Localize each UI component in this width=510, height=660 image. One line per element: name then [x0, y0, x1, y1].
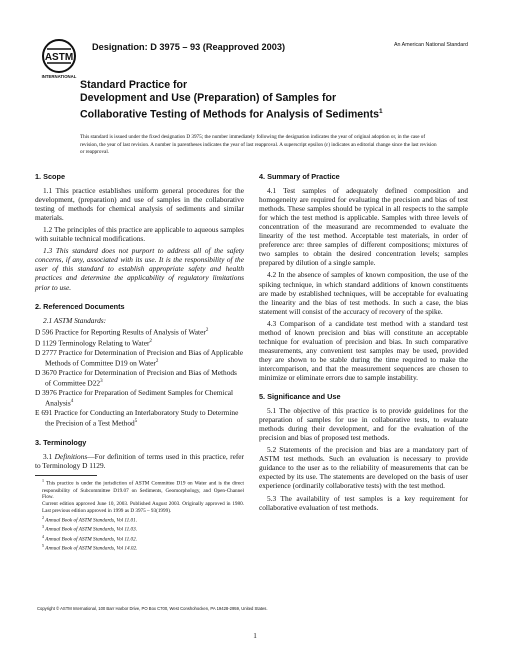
svg-text:INTERNATIONAL: INTERNATIONAL [41, 74, 77, 79]
astm-standards-subheading: 2.1 ASTM Standards: [43, 315, 107, 325]
reference-footnote-mark: 2 [155, 358, 159, 364]
footnote-1: $^1$ This practice is under the jurisdiction of ASTM Committee D19 on Water and is the direct responsibility of Subcommittee D19.07 on Sediments, Geomorphology, and Open-Channel Flow. [42, 478, 244, 501]
reference-list [35, 326, 244, 428]
reference-item: D 1129 Terminology Relating to Water$^2$ [35, 338, 152, 348]
footnote-3: $^3$ Annual Book of ASTM Standards, Vol 11.03. [42, 524, 137, 533]
american-national-standard-label: An American National Standard [394, 42, 468, 48]
footnotes [35, 478, 244, 553]
paragraph-5-2: 5.2 Statements of the precision and bias are a mandatory part of ASTM test methods. Such an evaluation is necessary to provide guidance to the user as to the reliability of measurements that can be expected by its use. The statements are developed on the basis of user experience (ordinarily collaborative tests) with the test method. [259, 445, 468, 491]
footnote-divider [35, 475, 97, 476]
paragraph-3-1: 3.1 Definitions—For definition of terms used in this practice, refer to Terminology D 1129. [35, 451, 244, 470]
reference-footnote-mark: 2 [149, 338, 152, 344]
reference-item: D 3670 Practice for Determination of Precision and Bias of Methods of Committee $D22^3$ [35, 367, 237, 388]
section-heading-scope: 1. Scope [35, 172, 66, 181]
section-heading-terminology: 3. Terminology [35, 437, 87, 447]
footnote-4: $^4$ Annual Book of ASTM Standards, Vol 11.02. [42, 533, 137, 543]
paragraph-5-3: 5.3 The availability of test samples is a key requirement for collaborative evaluation of test methods. [259, 493, 468, 512]
paragraph-1-3: 1.3 This standard does not purport to address all of the safety concerns, if any, associated with its use. It is the responsibility of the user of this standard to establish appropriate safety and health practices and determine the applicability of regulatory limitations prior to use. [35, 246, 244, 292]
paragraph-4-1: 4.1 Test samples of adequately defined composition and homogeneity are required for evaluating the precision and bias of test methods. These samples should be typical in all respects to the sample for which the test method is applicable. Samples with three levels of concentration of the measurand are recommended to evaluate the linearity of the test method. Acceptable test materials, in order of preference are: three samples of different compositions; mixtures of two samples to obtain the desired concentration levels; samples prepared by dilution of a single sample. [259, 186, 468, 268]
paragraph-4-3: 4.3 Comparison of a candidate test method with a standard test method of known precision and bias will constitute an acceptable technique for evaluation of precision and bias. In such comparative measurements, any convenient test samples may be used, provided they are shown to be stable during the time required to make the intercomparison, and that the measurement sequences are chosen to minimize or eliminate errors due to sample instability. [259, 318, 468, 382]
copyright-notice: Copyright © ASTM International, 100 Barr Harbor Drive, PO Box C700, West Conshohocken, PA 19428-2959, United States. [37, 606, 268, 611]
left-column [35, 172, 244, 473]
reference-footnote-mark: 2 [205, 327, 209, 333]
paragraph-4-2: 4.2 In the absence of samples of known composition, the use of the spiking technique, in which standard additions of known constituents are made by established techniques, will be acceptable for evaluating the linearity and the bias of test methods. In such a case, the bias statement will consist of the accuracy of recovery of the spike. [259, 270, 468, 316]
astm-logo-icon [37, 37, 81, 81]
title-line-3: Collaborative Testing of Methods for Analysis of Sediments$^1$ [80, 108, 383, 121]
paragraph-5-1: 5.1 The objective of this practice is to provide guidelines for the preparation of samples for use in collaborative tests, to evaluate methods during their development, and for the evaluation of the precision and bias of proposed test methods. [259, 406, 468, 443]
svg-text:ASTM: ASTM [44, 52, 74, 63]
section-heading-referenced-documents: 2. Referenced Documents [35, 301, 125, 311]
title-footnote-mark: 1 [379, 108, 383, 115]
reference-item: E 691 Practice for Conducting an Interlaboratory Study to Determine the Precision of a Test Method$^5$ [35, 408, 239, 428]
footnote-2: $^2$ Annual Book of ASTM Standards, Vol 11.01. [42, 514, 137, 524]
title-line-1: Standard Practice for [80, 79, 188, 91]
right-column [259, 172, 468, 515]
reference-item: D 2777 Practice for Determination of Precision and Bias of Applicable Methods of Committee D19 on Water$^2$ [35, 347, 244, 368]
reference-footnote-mark: 5 [134, 419, 138, 425]
title-line-2: Development and Use (Preparation) of Samples for [80, 92, 337, 104]
section-heading-significance: 5. Significance and Use [259, 392, 341, 402]
document-title [80, 79, 480, 122]
designation: Designation: D 3975 – 93 (Reapproved 2003) [92, 42, 286, 52]
page-number: 1 [253, 632, 257, 640]
reference-item: D 3976 Practice for Preparation of Sediment Samples for Chemical Analysis$^4$ [35, 388, 234, 408]
reference-footnote-mark: 4 [70, 399, 74, 405]
paragraph-1-2: 1.2 The principles of this practice are applicable to aqueous samples with suitable technical modifications. [35, 225, 244, 244]
issuance-notice: This standard is issued under the fixed designation D 3975; the number immediately following the designation indicates the year of original adoption or, in the case of revision, the year of last revision. A number in parentheses indicates the year of last reapproval. A superscript epsilon (ε) indicates an editorial change since the last revision or reapproval. [80, 134, 437, 156]
section-heading-summary: 4. Summary of Practice [259, 172, 340, 181]
footnote-1-edition: Current edition approved June 10, 2003. Published August 2003. Originally approved in 1980. Last previous edition approved in 1999 as D 3975 – 93(1999). [42, 501, 244, 514]
reference-footnote-mark: 3 [100, 378, 103, 384]
footnote-5: $^5$ Annual Book of ASTM Standards, Vol 14.02. [42, 543, 138, 553]
reference-item: D 596 Practice for Reporting Results of Analysis of Water$^2$ [35, 327, 209, 337]
paragraph-1-1: 1.1 This practice establishes uniform general procedures for the development, (preparation) and use of samples in the collaborative testing of methods for chemical analysis of sediments and similar materials. [35, 186, 244, 223]
